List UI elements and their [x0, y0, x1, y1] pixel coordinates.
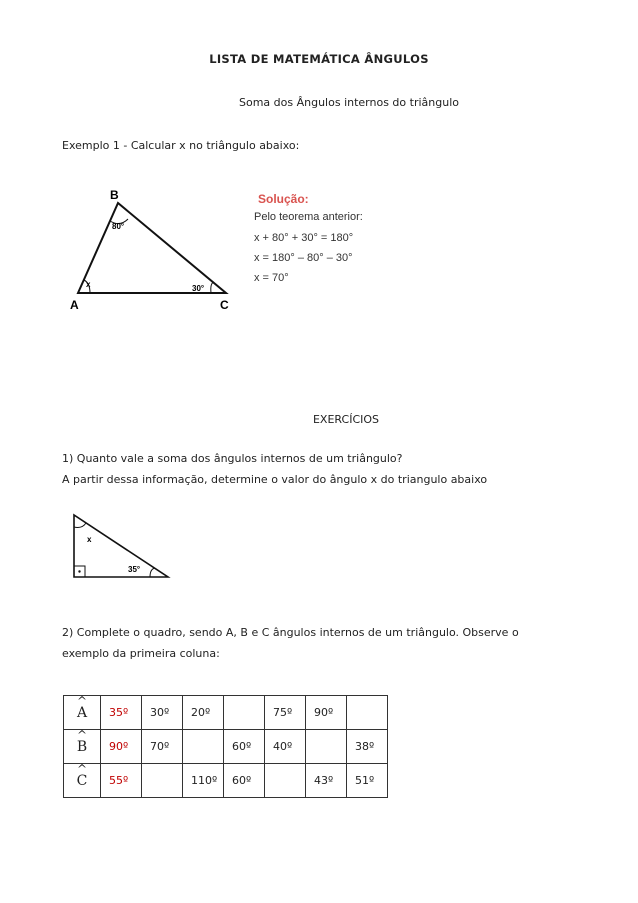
- solution-line-4: x = 70°: [254, 272, 289, 284]
- exercicios-heading: EXERCÍCIOS: [312, 413, 380, 426]
- page-title: LISTA DE MATEMÁTICA ÂNGULOS: [209, 52, 429, 66]
- solution-line-2: x + 80° + 30° = 180°: [254, 232, 354, 244]
- table-cell: 90º: [306, 696, 347, 730]
- table-cell-example: 90º: [101, 730, 142, 764]
- angle-35-label: 35°: [128, 565, 141, 574]
- vertex-c-label: C: [220, 298, 229, 312]
- table-cell-example: 55º: [101, 764, 142, 798]
- angle-c-label: 30°: [192, 284, 205, 293]
- angle-x-arc: [74, 523, 86, 528]
- angle-35-arc: [150, 568, 155, 577]
- table-cell: 75º: [265, 696, 306, 730]
- row-header-b: ^ B: [77, 739, 87, 755]
- table-cell-example: 35º: [101, 696, 142, 730]
- vertex-a-label: A: [70, 298, 79, 312]
- table-row: [64, 696, 388, 730]
- table-cell: 20º: [183, 696, 224, 730]
- table-cell: [224, 696, 265, 730]
- solution-line-1: Pelo teorema anterior:: [254, 211, 363, 223]
- right-angle-dot: [78, 570, 80, 572]
- solution-title: Solução:: [258, 192, 309, 206]
- question-2-line-1: 2) Complete o quadro, sendo A, B e C ângulos internos de um triângulo. Observe o: [62, 626, 519, 639]
- table-cell: 60º: [224, 764, 265, 798]
- question-1-line-2: A partir dessa informação, determine o valor do ângulo x do triangulo abaixo: [62, 473, 488, 486]
- table-cell: [183, 730, 224, 764]
- table-cell: 110º: [183, 764, 224, 798]
- table-cell: [142, 764, 183, 798]
- angle-a-label: x: [86, 280, 91, 289]
- question-1-line-1: 1) Quanto vale a soma dos ângulos internos de um triângulo?: [62, 452, 403, 465]
- question-2-line-2: exemplo da primeira coluna:: [62, 647, 220, 660]
- table-cell: 60º: [224, 730, 265, 764]
- solution-line-3: x = 180° – 80° – 30°: [254, 252, 353, 264]
- angle-x-label: x: [87, 535, 92, 544]
- table-cell: [265, 764, 306, 798]
- table-cell: 40º: [265, 730, 306, 764]
- row-header-c: ^ C: [77, 773, 88, 789]
- triangle-shape: [78, 203, 226, 293]
- table-row: [64, 764, 388, 798]
- table-cell: 43º: [306, 764, 347, 798]
- angle-b-label: 80°: [112, 222, 125, 231]
- table-cell: [347, 696, 388, 730]
- vertex-b-label: B: [110, 188, 119, 202]
- example-heading: Exemplo 1 - Calcular x no triângulo abaixo:: [62, 139, 300, 152]
- table-row: [64, 730, 388, 764]
- table-cell: [306, 730, 347, 764]
- table-cell: 30º: [142, 696, 183, 730]
- table-cell: 70º: [142, 730, 183, 764]
- angles-table: [63, 695, 388, 798]
- subtitle: Soma dos Ângulos internos do triângulo: [239, 96, 459, 109]
- table-cell: 38º: [347, 730, 388, 764]
- table-cell: 51º: [347, 764, 388, 798]
- triangle-shape: [74, 515, 168, 577]
- right-triangle-figure: [66, 511, 176, 583]
- example-triangle-figure: [66, 183, 376, 315]
- row-header-a: ^ A: [77, 705, 87, 721]
